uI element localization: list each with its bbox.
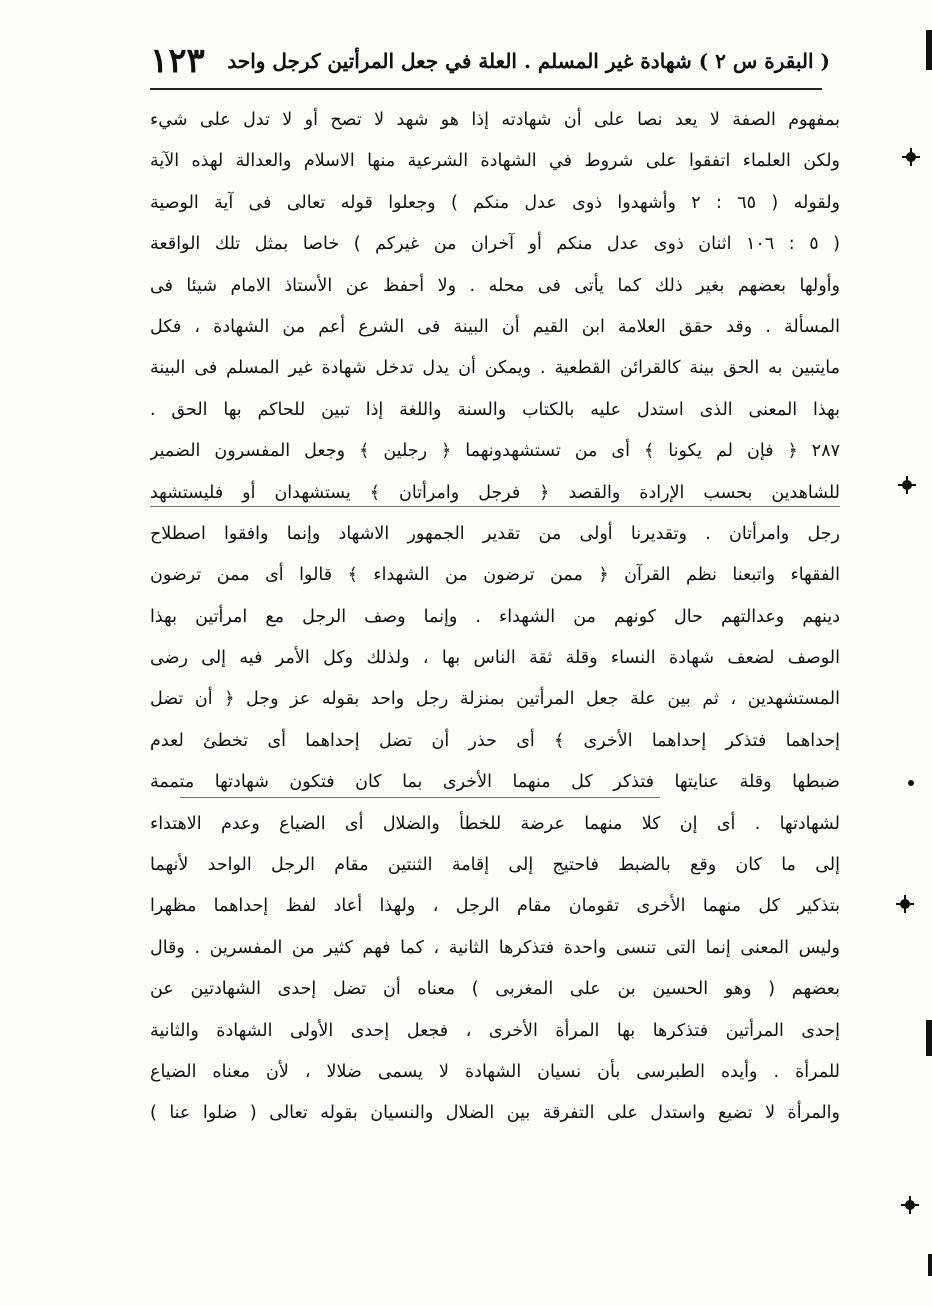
text-line: إحدى المرأتين فتذكرها بها المرأة الأخرى ، فجعل إحدى الأولى الشهادة والثانية (150, 1020, 840, 1041)
page-number: ١٢٣ (150, 41, 205, 81)
text-line: والمرأة لا تضيع واستدل على التفرقة بين الضلال والنسيان بقوله تعالى ( ضلوا عنا ) (150, 1103, 840, 1124)
text-line: إلى ما كان وقع بالضبط فاحتيج إلى إقامة الثنتين مقام الرجل الواحد لأنهما (150, 855, 840, 876)
header-rule (150, 88, 822, 90)
text-line: ( ٥ : ١٠٦ اثنان ذوى عدل منكم أو آخران من غيركم ) خاصا بمثل تلك الواقعة (150, 234, 840, 255)
text-line: وأولها بعضهم بغير ذلك كما يأتى فى محله . ولا أحفظ عن الأستاذ الامام شيئا فى (150, 275, 840, 296)
text-line: لشهادتها . أى إن كلا منهما عرضة للخطأ والضلال أى الضياع وعدم الاهتداء (150, 813, 840, 834)
text-line: للشاهدين بحسب الإرادة والقصد ﴿ فرجل وامرأتان ﴾ يستشهدان أو فليستشهد (150, 482, 840, 503)
text-line: بتذكير كل منهما الأخرى تقومان مقام الرجل ، ولهذا أعاد لفظ إحداهما مظهرا (150, 896, 840, 917)
text-line: إحداهما فتذكر إحداهما الأخرى ﴾ أى حذر أن تضل إحداهما أى تخطئ لعدم (150, 730, 840, 751)
text-line: الوصف لضعف شهادة النساء وقلة ثقة الناس بها ، ولذلك وكل الأمر فيه إلى رضى (150, 648, 840, 669)
text-line: مايتبين به الحق بينة كالقرائن القطعية . ويمكن أن يدل تدخل شهادة غير المسلم فى البينة (150, 358, 840, 379)
text-line: ٢٨٧ ﴿ فإن لم يكونا ﴾ أى من تستشهدونهما ﴿ رجلين ﴾ وجعل المفسرون الضمير (150, 441, 840, 462)
text-line: رجل وامرأتان . وتقديرنا أولى من تقدير الجمهور الاشهاد وإنما وافقوا اصطلاح (150, 523, 840, 544)
margin-ink-mark (906, 152, 916, 162)
body-text (150, 100, 840, 1135)
scan-edge-mark (926, 30, 932, 70)
text-line: بعضهم ( وهو الحسين بن على المغربى ) معناه أن تضل إحدى الشهادتين عن (150, 979, 840, 1000)
text-line: وليس المعنى إنما التى تنسى واحدة فتذكرها الثانية ، كما فهم كثير من المفسرين . وقال (150, 937, 840, 958)
text-line: الفقهاء واتبعنا نظم القرآن ﴿ ممن ترضون من الشهداء ﴾ قالوا أى ممن ترضون (150, 565, 840, 586)
text-line: المستشهدين ، ثم بين علة جعل المرأتين بمنزلة رجل واحد بقوله عز وجل ﴿ أن تضل (150, 689, 840, 710)
text-line: دينهم وعدالتهم حال كونهم من الشهداء . وإنما وصف الرجل مع امرأتين بهذا (150, 606, 840, 627)
margin-ink-mark (905, 1200, 915, 1210)
scan-edge-mark (926, 1020, 932, 1056)
text-line: بهذا المعنى الذى استدل عليه بالكتاب والسنة واللغة إذا تبين للحاكم بها الحق . (150, 399, 840, 420)
margin-ink-mark (900, 899, 910, 909)
running-head: ( البقرة س ٢ ) شهادة غير المسلم . العلة في جعل المرأتين كرجل واحد (227, 49, 830, 73)
scan-edge-mark (928, 1254, 932, 1276)
margin-ink-mark (902, 480, 912, 490)
page-header (150, 38, 830, 84)
section-underline (150, 506, 840, 507)
text-underline (180, 797, 660, 798)
text-line: بمفهوم الصفة لا يعد نصا على أن شهادته إذا هو شهد لا تصح أو لا تدل على شيء (150, 110, 840, 130)
text-line: للمرأة . وأيده الطبرسى بأن نسيان الشهادة لا يسمى ضلالا ، لأن معناه الضياع (150, 1061, 840, 1082)
text-line: ولكن العلماء اتفقوا على شروط في الشهادة الشرعية منها الاسلام والعدالة لهذه الآية (150, 151, 840, 172)
text-line: ضبطها وقلة عنايتها فتذكر كل منهما الأخرى بما كان فتكون شهادتها متممة (150, 772, 840, 793)
text-line: المسألة . وقد حقق العلامة ابن القيم أن البينة فى الشرع أعم من الشهادة ، فكل (150, 316, 840, 337)
margin-ink-dot (908, 780, 914, 786)
text-line: ولقوله ( ٦٥ : ٢ وأشهدوا ذوى عدل منكم ) وجعلوا قوله تعالى فى آية الوصية (150, 192, 840, 213)
